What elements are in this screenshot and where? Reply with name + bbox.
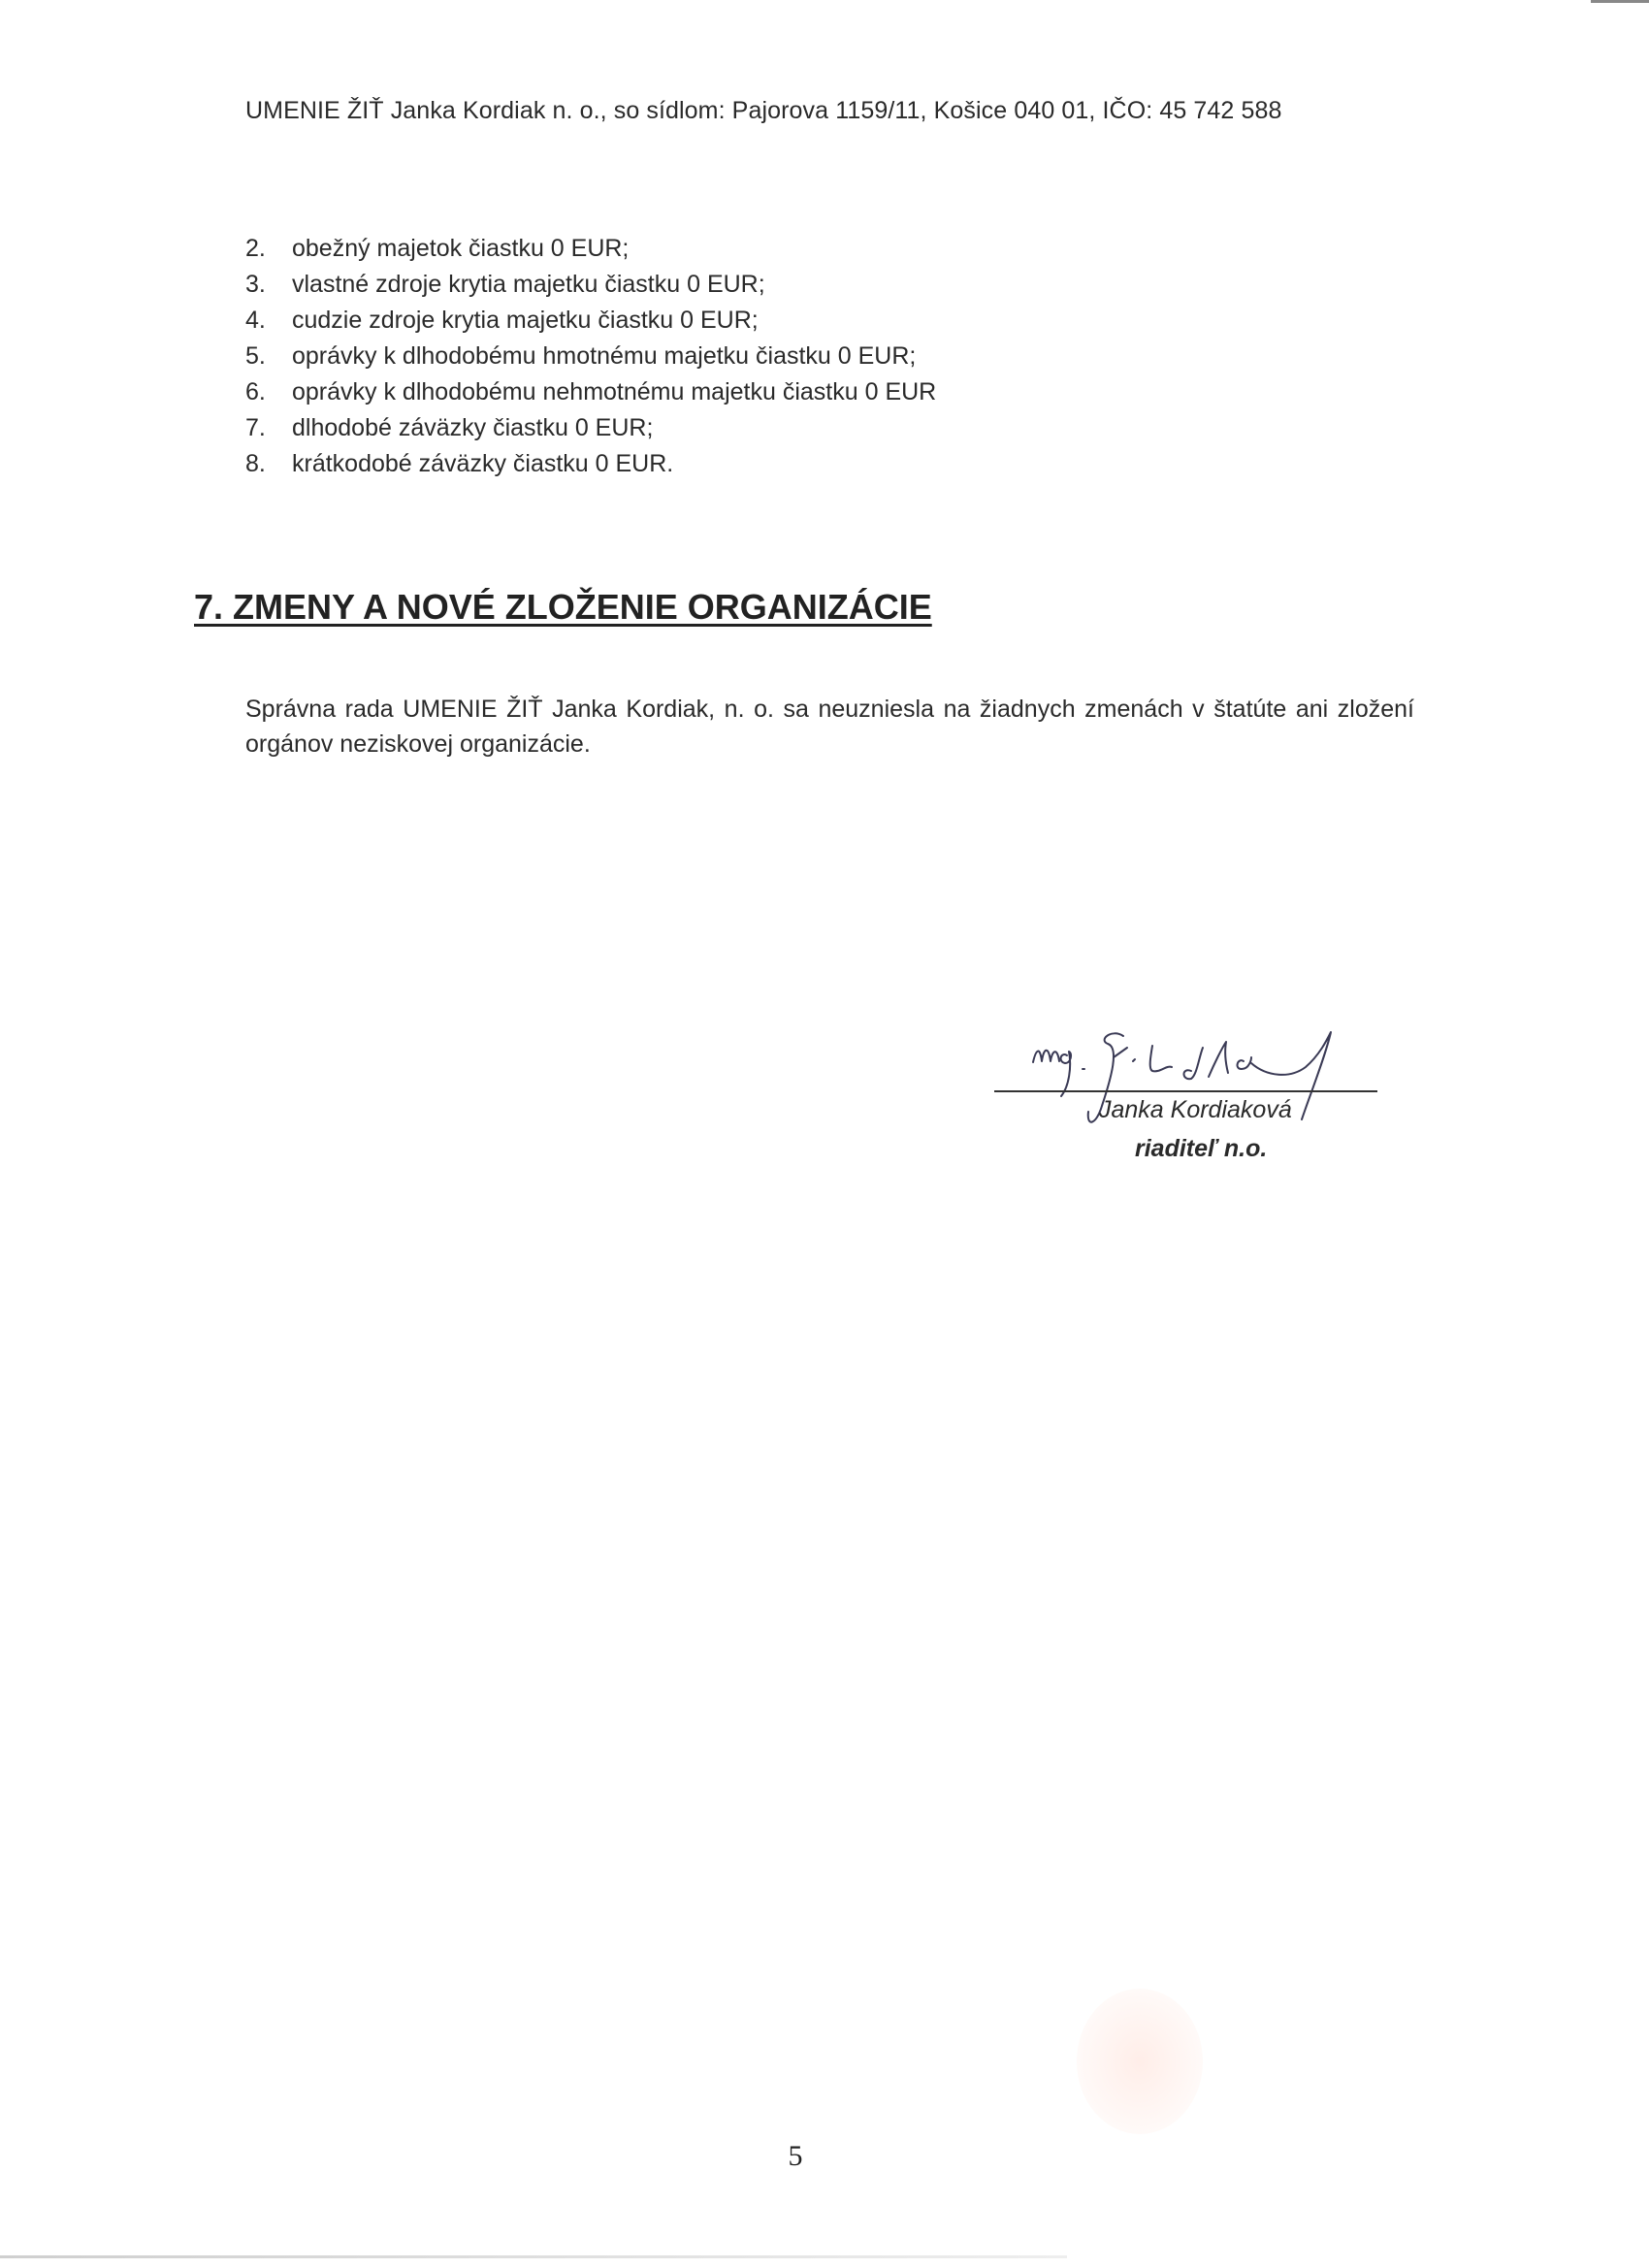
list-item [245,267,936,303]
list-item [245,231,936,267]
organization-header: UMENIE ŽIŤ Janka Kordiak n. o., so sídlom: Pajorova 1159/11, Košice 040 01, IČO: 45 742 588 [245,97,1282,124]
list-item-number: 2. [245,235,266,262]
handwritten-signature [1018,1019,1368,1154]
list-item-number: 8. [245,450,266,477]
list-item [245,339,936,374]
list-item-text: dlhodobé záväzky čiastku 0 EUR; [292,414,654,441]
list-item-text: oprávky k dlhodobému hmotnému majetku čiastku 0 EUR; [292,342,917,370]
list-item-text: krátkodobé záväzky čiastku 0 EUR. [292,450,674,477]
list-item-text: cudzie zdroje krytia majetku čiastku 0 EUR; [292,307,759,334]
signer-name: Janka Kordiaková [1099,1096,1292,1123]
scan-edge-mark [0,2255,1067,2258]
section-paragraph: Správna rada UMENIE ŽIŤ Janka Kordiak, n. o. sa neuzniesla na žiadnych zmenách v štatúte ani zložení orgánov neziskovej organizácie. [245,696,1414,758]
list-item-number: 4. [245,307,266,334]
page-number: 5 [788,2140,803,2172]
list-item [245,446,936,482]
list-item-text: vlastné zdroje krytia majetku čiastku 0 EUR; [292,271,765,298]
scan-smudge [1077,1989,1203,2134]
list-item-number: 5. [245,342,266,370]
list-item-number: 7. [245,414,266,441]
list-item [245,303,936,339]
list-item-text: obežný majetok čiastku 0 EUR; [292,235,630,262]
list-item-text: oprávky k dlhodobému nehmotnému majetku čiastku 0 EUR [292,378,937,405]
signature-line [994,1090,1377,1092]
signer-role: riaditeľ n.o. [1135,1135,1268,1162]
list-item [245,374,936,410]
list-item [245,410,936,446]
asset-list [245,231,936,482]
scan-edge-mark [1591,0,1649,3]
list-item-number: 6. [245,378,266,405]
section-heading: 7. ZMENY A NOVÉ ZLOŽENIE ORGANIZÁCIE [194,587,932,627]
list-item-number: 3. [245,271,266,298]
